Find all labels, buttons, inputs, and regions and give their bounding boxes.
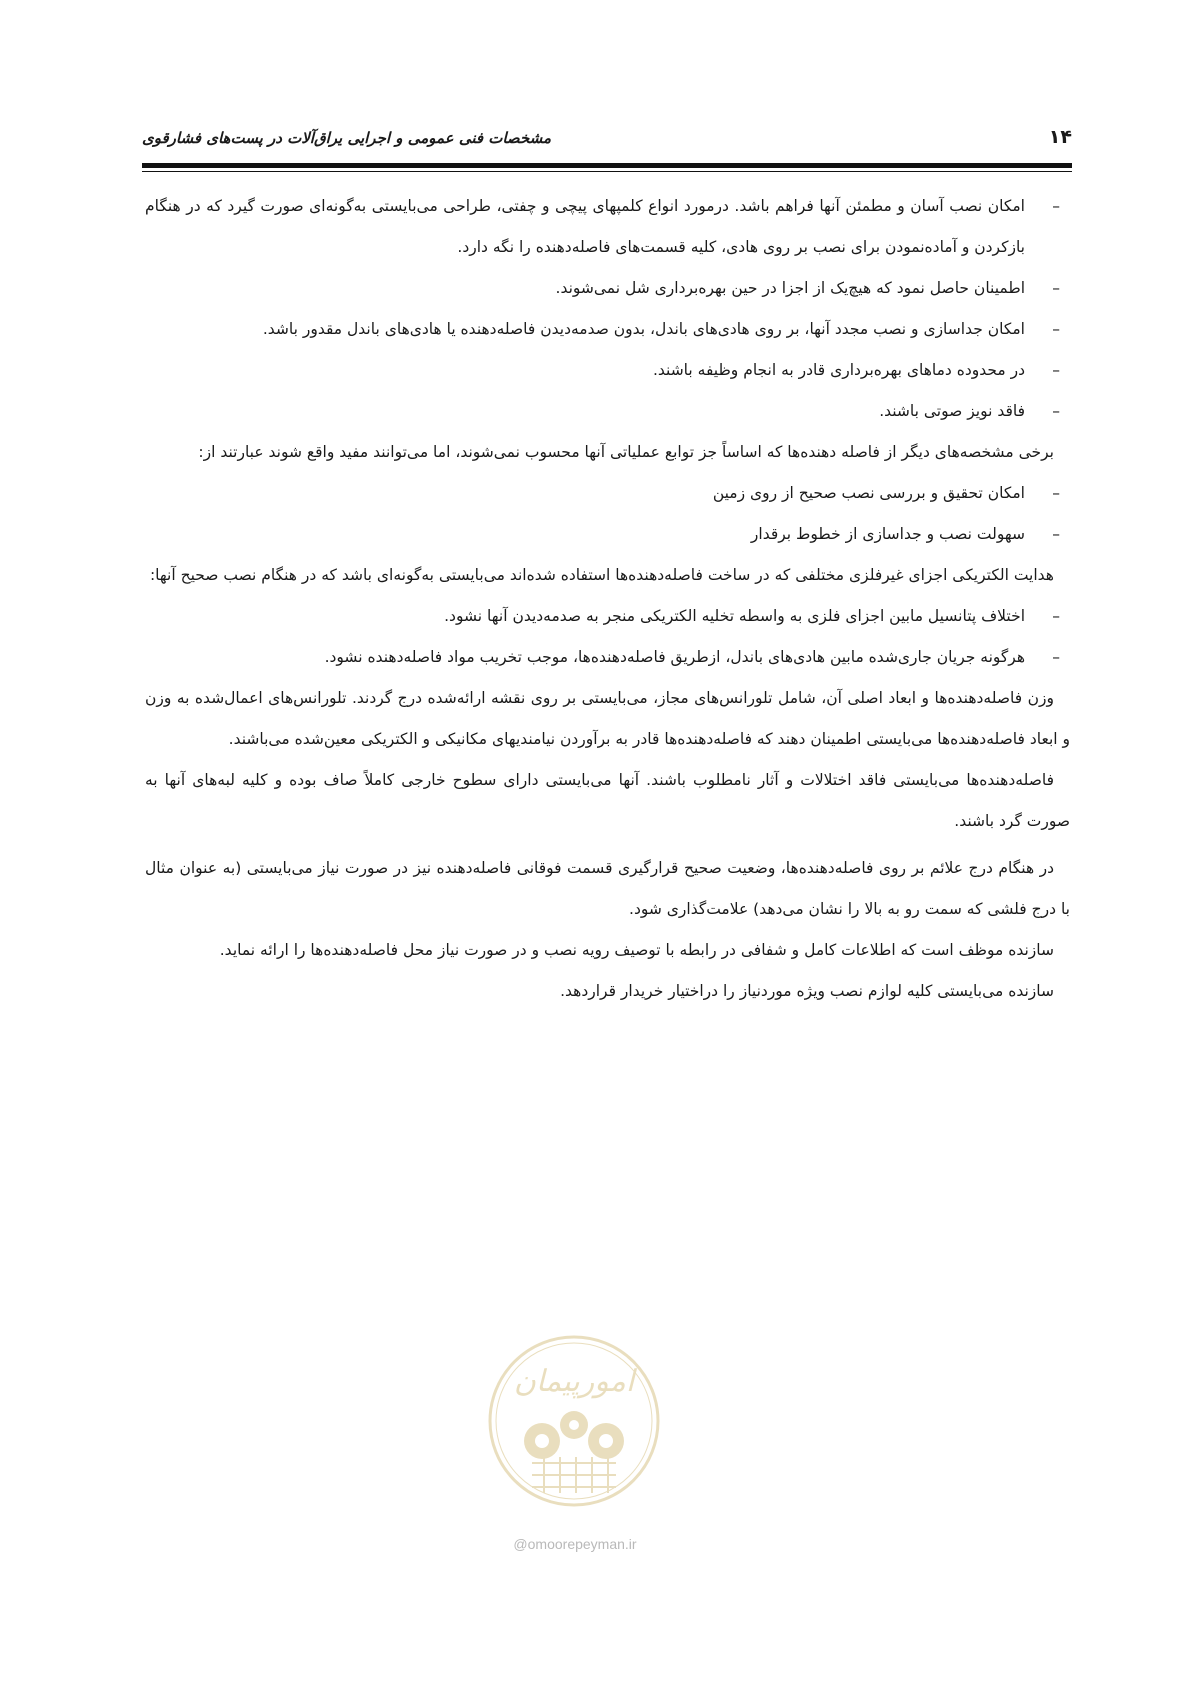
watermark-logo-icon <box>486 1333 662 1509</box>
dash-bullet: – <box>1052 525 1060 543</box>
header-rule-thick <box>142 163 1072 168</box>
dash-bullet: – <box>1052 402 1060 420</box>
running-title: مشخصات فنی عمومی و اجرایی یراق‌آلات در پست‌های فشارقوی <box>142 129 552 147</box>
dash-bullet: – <box>1052 197 1060 215</box>
dash-bullet: – <box>1052 279 1060 297</box>
dash-bullet: – <box>1052 648 1060 666</box>
list-item: – امکان تحقیق و بررسی نصب صحیح از روی زمین <box>145 473 1070 514</box>
list-item: – اطمینان حاصل نمود که هیچ‌یک از اجزا در حین بهره‌برداری شل نمی‌شوند. <box>145 268 1070 309</box>
list-item: – امکان جداسازی و نصب مجدد آنها، بر روی هادی‌های باندل، بدون صدمه‌دیدن فاصله‌دهنده یا هادی‌های باندل مقدور باشد. <box>145 309 1070 350</box>
list-item: – امکان نصب آسان و مطمئن آنها فراهم باشد. درمورد انواع کلمپهای پیچی و چفتی، طراحی می‌بایستی به‌گونه‌ای صورت گیرد که در هنگام بازکردن و آماده‌نمودن برای نصب بر روی هادی، کلیه قسمت‌های فاصله‌دهنده را نگه دارد. <box>145 186 1070 268</box>
body-text <box>145 186 1070 1012</box>
paragraph: سازنده موظف است که اطلاعات کامل و شفافی در رابطه با توصیف رویه نصب و در صورت نیاز محل فاصله‌دهنده‌ها را ارائه نماید. <box>219 941 1054 959</box>
paragraph: برخی مشخصه‌های دیگر از فاصله دهنده‌ها که اساساً جز توابع عملیاتی آنها محسوب نمی‌شوند، اما می‌توانند مفید واقع شوند عبارتند از: <box>198 443 1054 461</box>
paragraph: وزن فاصله‌دهنده‌ها و ابعاد اصلی آن، شامل تلورانس‌های مجاز، می‌بایستی بر روی نقشه ارائه‌شده درج گردند. تلورانس‌های اعمال‌شده به وزن و ابعاد فاصله‌دهنده‌ها می‌بایستی اطمینان دهند که فاصله‌دهنده‌ها قادر به برآوردن نیامندیهای مکانیکی و الکتریکی معین‌شده می‌باشند. <box>145 689 1070 748</box>
dash-bullet: – <box>1052 320 1060 338</box>
list-item: – فاقد نویز صوتی باشند. <box>145 391 1070 432</box>
dash-bullet: – <box>1052 484 1060 502</box>
list-item: – هرگونه جریان جاری‌شده مابین هادی‌های باندل، ازطریق فاصله‌دهنده‌ها، موجب تخریب مواد فاصله‌دهنده نشود. <box>145 637 1070 678</box>
list-item: – سهولت نصب و جداسازی از خطوط برقدار <box>145 514 1070 555</box>
paragraph: هدایت الکتریکی اجزای غیرفلزی مختلفی که در ساخت فاصله‌دهنده‌ها استفاده شده‌اند می‌بایستی به‌گونه‌ای باشد که در هنگام نصب صحیح آنها: <box>149 566 1054 584</box>
page-header <box>142 126 1072 148</box>
watermark-url: @omoorepeyman.ir <box>513 1536 637 1552</box>
paragraph: سازنده می‌بایستی کلیه لوازم نصب ویژه موردنیاز را دراختیار خریدار قراردهد. <box>560 982 1054 1000</box>
paragraph: در هنگام درج علائم بر روی فاصله‌دهنده‌ها، وضعیت صحیح قرارگیری قسمت فوقانی فاصله‌دهنده نیز در صورت نیاز می‌بایستی (به عنوان مثال با درج فلشی که سمت رو به بالا را نشان می‌دهد) علامت‌گذاری شود. <box>145 859 1070 918</box>
svg-text:امورپیمان: امورپیمان <box>513 1364 635 1399</box>
list-item: – در محدوده دماهای بهره‌برداری قادر به انجام وظیفه باشند. <box>145 350 1070 391</box>
dash-bullet: – <box>1052 607 1060 625</box>
list-item: – اختلاف پتانسیل مابین اجزای فلزی به واسطه تخلیه الکتریکی منجر به صدمه‌دیدن آنها نشود. <box>145 596 1070 637</box>
page-number: ۱۴ <box>1048 126 1072 148</box>
dash-bullet: – <box>1052 361 1060 379</box>
paragraph: فاصله‌دهنده‌ها می‌بایستی فاقد اختلالات و آثار نامطلوب باشند. آنها می‌بایستی دارای سطوح خارجی کاملاً صاف بوده و کلیه لبه‌های آنها به صورت گرد باشند. <box>145 771 1070 830</box>
header-rule-thin <box>142 171 1072 172</box>
